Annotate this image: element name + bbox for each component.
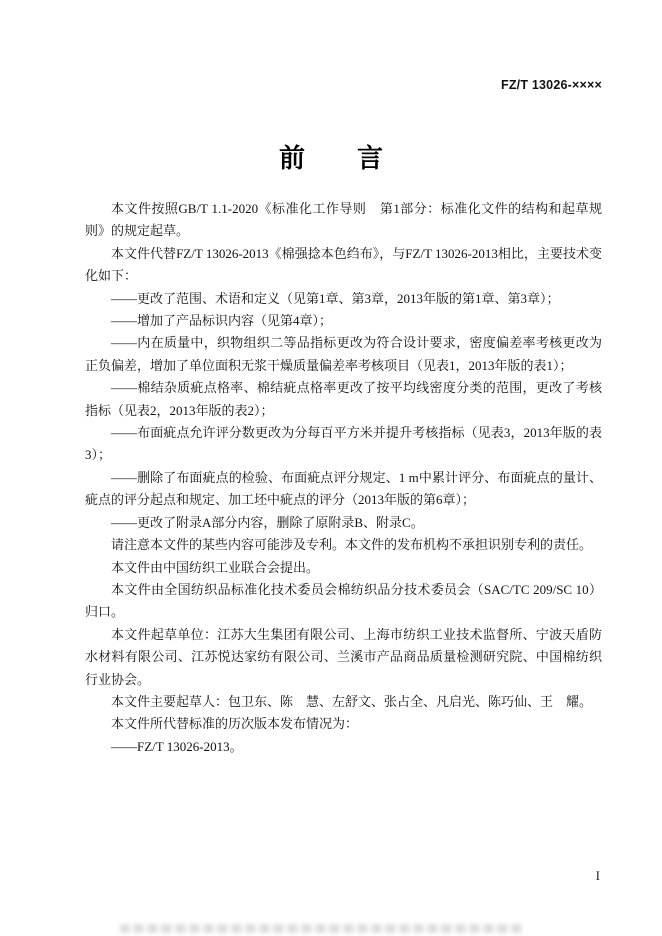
paragraph: 本文件起草单位：江苏大生集团有限公司、上海市纺织工业技术监督所、宁波天盾防水材料有限公司、江苏悦达家纺有限公司、兰溪市产品商品质量检测研究院、中国棉纺织行业协会。 <box>85 626 602 687</box>
paragraph: ——更改了范围、术语和定义（见第1章、第3章，2013年版的第1章、第3章）； <box>111 290 560 306</box>
blurred-watermark <box>120 924 522 933</box>
paragraph: 本文件代替FZ/T 13026-2013《棉强捻本色绉布》，与FZ/T 13026-2013相比，主要技术变化如下： <box>85 245 602 284</box>
paragraph: 本文件所代替标准的历次版本发布情况为： <box>111 716 359 732</box>
paragraph: ——增加了产品标识内容（见第4章）； <box>111 313 333 329</box>
paragraph: 本文件主要起草人：包卫东、陈 慧、左舒文、张占全、凡启光、陈巧仙、王 耀。 <box>111 693 593 709</box>
foreword-body <box>85 198 602 758</box>
page-number: I <box>595 868 600 883</box>
paragraph: 本文件按照GB/T 1.1-2020《标准化工作导则 第1部分：标准化文件的结构和起草规则》的规定起草。 <box>85 201 602 239</box>
paragraph: ——删除了布面疵点的检验、布面疵点评分规定、1 m中累计评分、布面疵点的量计、疵点的评分起点和规定、加工坯中疵点的评分（2013年版的第6章）； <box>85 469 602 508</box>
paragraph: ——更改了附录A部分内容，删除了原附录B、附录C。 <box>111 514 424 530</box>
page-title: 前 言 <box>278 143 383 173</box>
paragraph: ——内在质量中，织物组织二等品指标更改为符合设计要求，密度偏差率考核更改为正负偏差，增加了单位面积无浆干燥质量偏差率考核项目（见表1，2013年版的表1）； <box>85 335 602 373</box>
paragraph: 本文件由中国纺织工业联合会提出。 <box>111 559 320 575</box>
doc-number: FZ/T 13026-×××× <box>501 78 602 92</box>
paragraph: ——布面疵点允许评分数更改为分每百平方米并提升考核指标（见表3，2013年版的表3）； <box>85 425 602 463</box>
paragraph: ——棉结杂质疵点格率、棉结疵点格率更改了按平均线密度分类的范围，更改了考核指标（见表2，2013年版的表2）； <box>85 380 602 418</box>
paragraph: 本文件由全国纺织品标准化技术委员会棉纺织品分技术委员会（SAC/TC 209/SC 10）归口。 <box>85 581 602 620</box>
paragraph: 请注意本文件的某些内容可能涉及专利。本文件的发布机构不承担识别专利的责任。 <box>111 537 593 553</box>
paragraph: ——FZ/T 13026-2013。 <box>111 738 243 754</box>
